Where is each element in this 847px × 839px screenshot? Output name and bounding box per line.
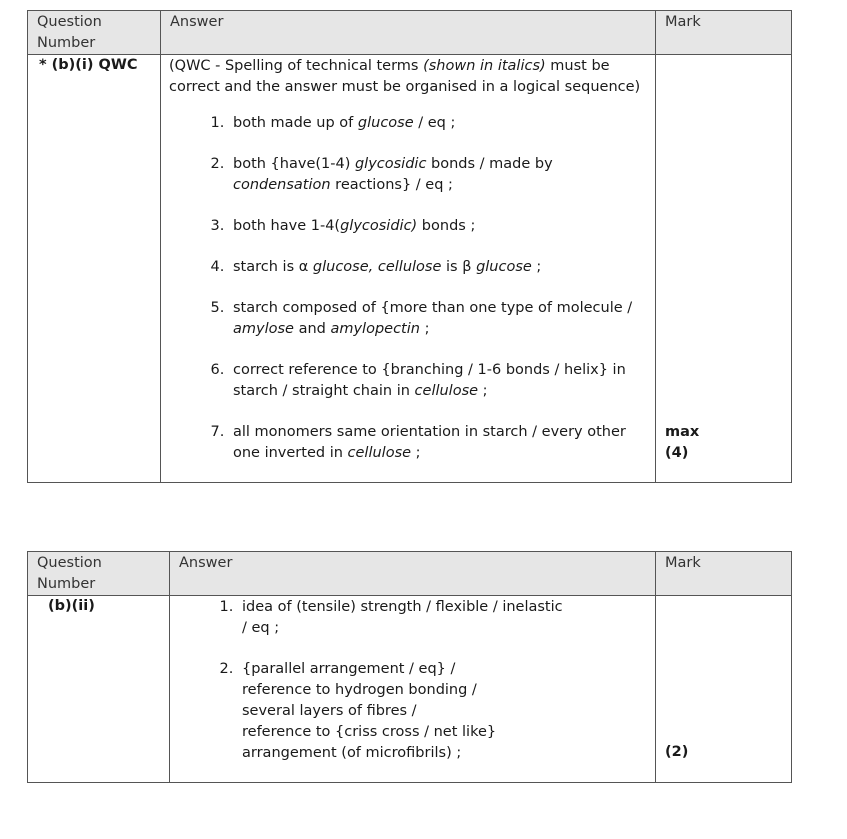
mark-total: (2)	[665, 744, 689, 760]
technical-term: glucose	[357, 115, 414, 131]
point-text: bonds / made by	[426, 156, 553, 172]
technical-term: amylose	[233, 321, 294, 337]
question-number: (b)(ii)	[28, 596, 170, 783]
technical-term: glycosidic	[354, 156, 427, 172]
technical-term: glucose	[476, 259, 532, 275]
answer-row	[28, 596, 792, 783]
mark-scheme-table-b-ii	[27, 551, 792, 783]
point-text: both {have(1-4)	[233, 156, 355, 172]
qwc-text-cont: must be correct and the answer must be organised in a logical sequence)	[169, 58, 641, 95]
point-text: reactions} / eq ;	[330, 177, 453, 193]
question-number: * (b)(i) QWC	[28, 55, 161, 483]
point-line: reference to {criss cross / net like}	[242, 724, 497, 740]
point-text: ;	[478, 383, 488, 399]
mark-cell	[656, 596, 792, 783]
point-text: starch composed of {more than one type of molecule /	[233, 300, 633, 316]
marking-point	[229, 257, 639, 278]
marking-point	[238, 659, 647, 764]
header-question-number: Question Number	[28, 11, 161, 55]
marking-point	[229, 298, 639, 340]
technical-term: condensation	[233, 177, 331, 193]
technical-term: glucose, cellulose	[312, 259, 442, 275]
marking-point	[238, 597, 647, 639]
header-answer: Answer	[170, 552, 656, 596]
answer-cell	[170, 596, 656, 783]
marking-point	[229, 422, 639, 464]
marking-point	[229, 216, 639, 237]
technical-term: cellulose	[347, 445, 412, 461]
qwc-italic-note: (shown in italics)	[423, 58, 546, 74]
qwc-instruction	[169, 56, 647, 98]
header-answer: Answer	[161, 11, 656, 55]
header-mark: Mark	[656, 11, 792, 55]
answer-row	[28, 55, 792, 483]
marking-points-list	[178, 597, 647, 764]
point-line: reference to hydrogen bonding /	[242, 682, 477, 698]
mark-value	[665, 422, 699, 464]
point-text: correct reference to {branching / 1-6 bonds / helix} in starch / straight chain in	[233, 362, 626, 399]
technical-term: glycosidic)	[340, 218, 418, 234]
point-text: is β	[441, 259, 477, 275]
point-text: both have 1-4(	[233, 218, 341, 234]
point-line: 2. {parallel arrangement / eq} /	[242, 661, 456, 677]
marking-point	[229, 113, 639, 134]
marking-points-list	[169, 113, 639, 464]
marking-point	[229, 154, 639, 196]
header-mark: Mark	[656, 552, 792, 596]
mark-total: (4)	[665, 445, 689, 461]
point-text: and	[293, 321, 331, 337]
header-row	[28, 552, 792, 596]
point-text: ;	[419, 321, 430, 337]
mark-max-label: max	[665, 424, 700, 440]
point-text: ;	[531, 259, 542, 275]
technical-term: cellulose	[414, 383, 479, 399]
qwc-text: (QWC - Spelling of technical terms	[169, 58, 424, 74]
point-text: ;	[411, 445, 421, 461]
point-text: all monomers same orientation in starch / every other one inverted in	[233, 424, 626, 461]
point-line: 1. idea of (tensile) strength / flexible / inelastic	[242, 599, 563, 615]
point-text: bonds ;	[417, 218, 476, 234]
marking-point	[229, 360, 639, 402]
header-row	[28, 11, 792, 55]
point-text: / eq ;	[413, 115, 456, 131]
point-line: several layers of fibres /	[242, 703, 417, 719]
mark-scheme-table-b-i	[27, 10, 792, 483]
header-question-number: Question Number	[28, 552, 170, 596]
point-text: starch is α	[233, 259, 313, 275]
mark-cell	[656, 55, 792, 483]
technical-term: amylopectin	[330, 321, 420, 337]
point-line: arrangement (of microfibrils) ;	[242, 745, 462, 761]
point-text: both made up of	[233, 115, 358, 131]
answer-cell	[161, 55, 656, 483]
point-line: / eq ;	[242, 620, 280, 636]
